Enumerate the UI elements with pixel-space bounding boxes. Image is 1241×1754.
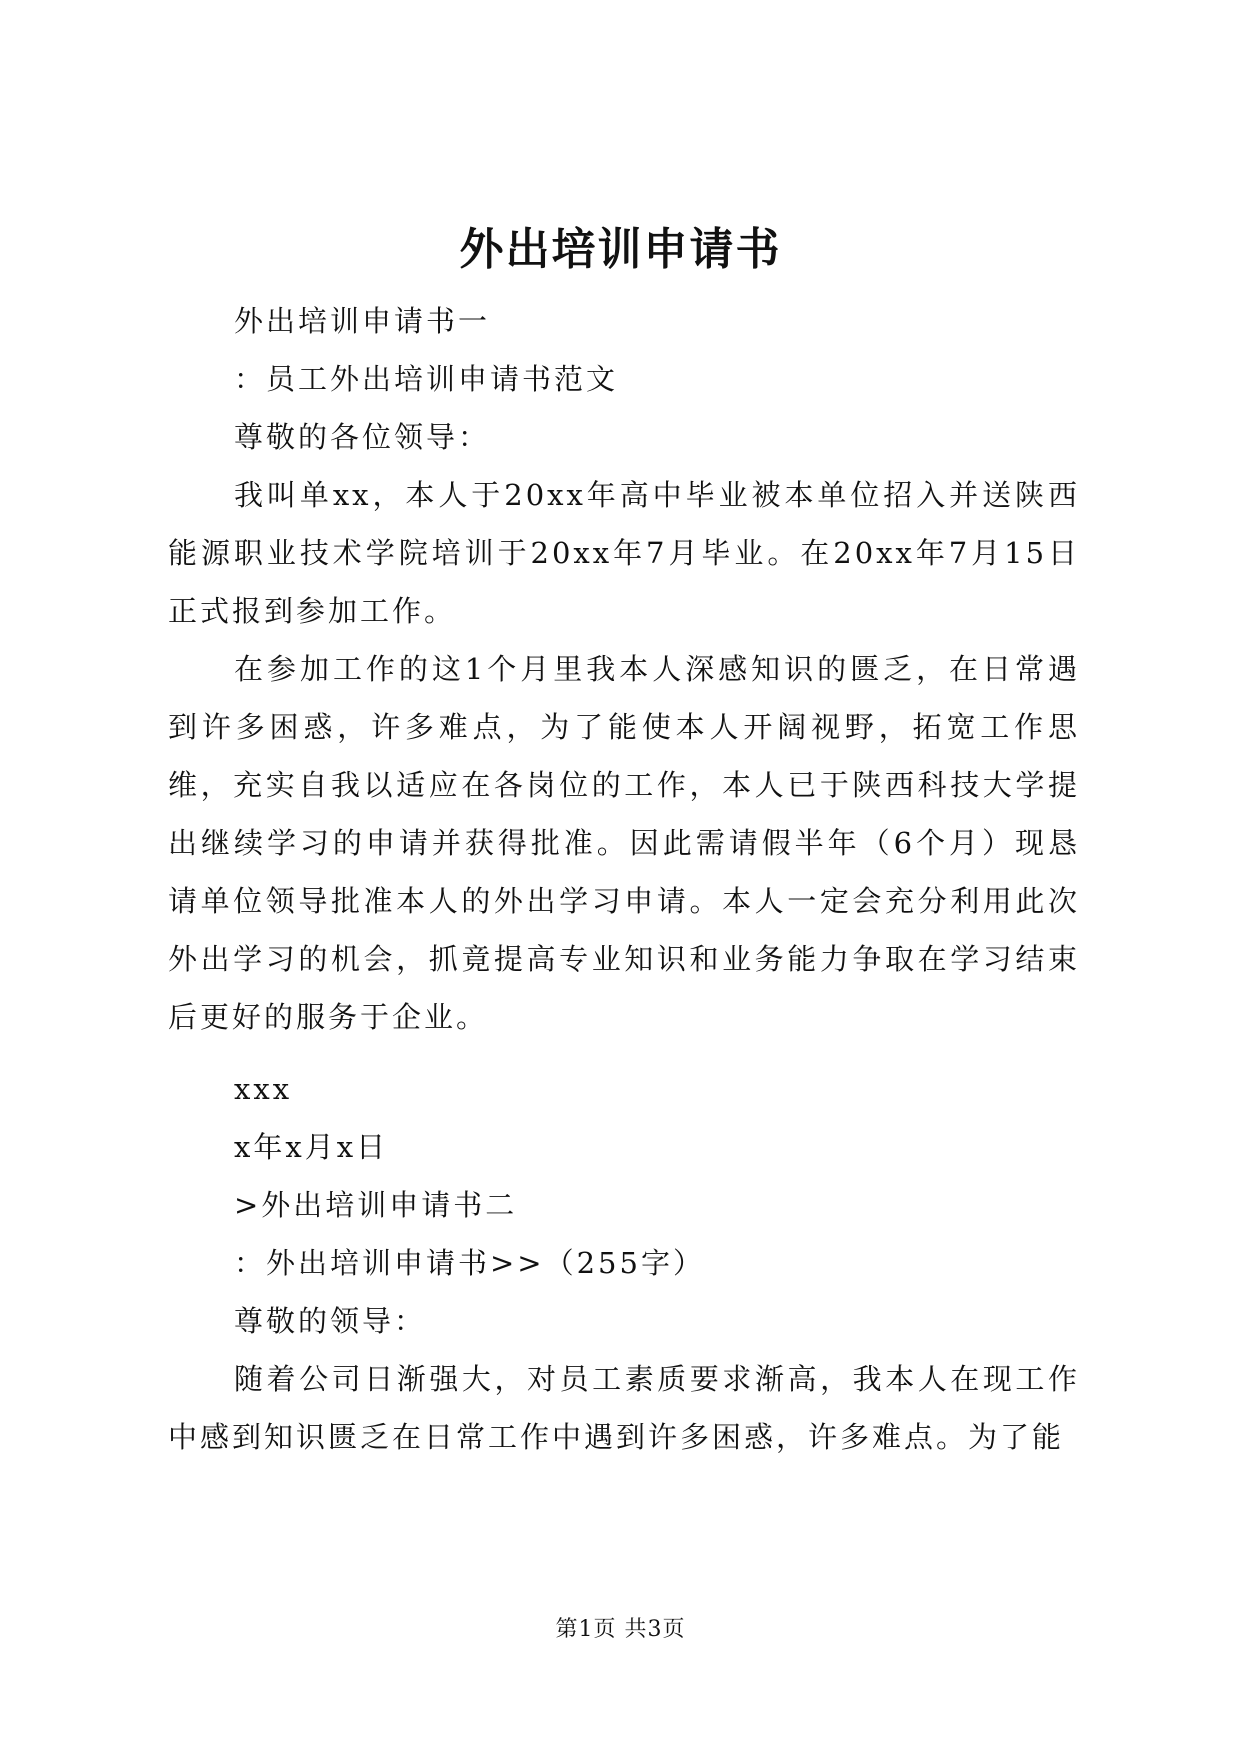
section1-heading: 外出培训申请书一 (234, 304, 491, 338)
signature: xxx (234, 1072, 293, 1106)
page-footer: 第1页 共3页 (555, 1617, 686, 1642)
section2-heading: >外出培训申请书二 (234, 1188, 518, 1222)
paragraph-intro: 我叫单xx，本人于20xx年高中毕业被本单位招入并送陕西能源职业技术学院培训于20xx年7月毕业。在20xx年7月15日正式报到参加工作。 (168, 478, 1080, 628)
section1-subtitle: ：员工外出培训申请书范文 (234, 362, 619, 396)
paragraph-section2: 随着公司日渐强大，对员工素质要求渐高，我本人在现工作中感到知识匮乏在日常工作中遇到许多困惑，许多难点。为了能 (168, 1362, 1080, 1454)
greeting-2: 尊敬的领导： (234, 1304, 427, 1338)
paragraph-request: 在参加工作的这1个月里我本人深感知识的匮乏，在日常遇到许多困惑，许多难点，为了能使本人开阔视野，拓宽工作思维，充实自我以适应在各岗位的工作，本人已于陕西科技大学提出继续学习的申请并获得批准。因此需请假半年（6个月）现恳请单位领导批准本人的外出学习申请。本人一定会充分利用此次外出学习的机会，抓竟提高专业知识和业务能力争取在学习结束后更好的服务于企业。 (168, 652, 1080, 1034)
date-line: x年x月x日 (234, 1130, 389, 1164)
greeting: 尊敬的各位领导： (234, 420, 491, 454)
section2-subtitle: ：外出培训申请书>>（255字） (234, 1246, 705, 1280)
document-title: 外出培训申请书 (459, 224, 782, 275)
document-body (168, 292, 1080, 1466)
